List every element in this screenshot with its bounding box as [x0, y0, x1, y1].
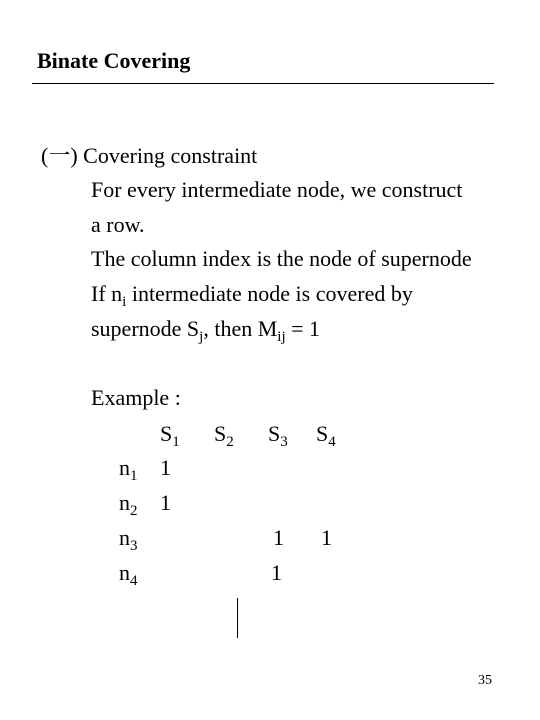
matrix-row-header-4: $n_4$	[119, 560, 138, 589]
text-cursor-line	[237, 598, 238, 638]
heading-prefix: (一)	[41, 143, 78, 168]
matrix-row-header-2: $n_2$	[119, 490, 138, 519]
matrix-cell-r1-c1: 1	[160, 455, 171, 480]
rule-line-1: If $n_i$ intermediate node is covered by	[91, 281, 413, 310]
matrix-col-header-4: $S_4$	[316, 421, 336, 450]
matrix-row-header-1: $n_1$	[119, 455, 138, 484]
title-divider	[32, 83, 494, 84]
matrix-col-header-2: $S_2$	[214, 421, 234, 450]
body-line-3: The column index is the node of supernode	[91, 246, 472, 271]
matrix-col-header-3: $S_3$	[268, 421, 288, 450]
heading-text: Covering constraint	[77, 143, 258, 168]
slide-title: Binate Covering	[37, 48, 191, 73]
matrix-cell-r3-c4: 1	[321, 525, 332, 550]
rule-line-2: supernode $S_j$, then $M_{ij} = 1$	[91, 316, 321, 345]
page-number: 35	[478, 673, 492, 688]
matrix-col-header-1: $S_1$	[160, 421, 180, 450]
matrix-cell-r3-c3: 1	[273, 525, 284, 550]
matrix-cell-r4-c3: 1	[271, 560, 282, 585]
example-label: Example :	[91, 385, 181, 410]
body-line-2: a row.	[91, 212, 145, 237]
section-heading	[41, 142, 257, 170]
body-line-1: For every intermediate node, we construct	[91, 177, 463, 202]
matrix-row-header-3: $n_3$	[119, 525, 138, 554]
matrix-cell-r2-c1: 1	[160, 490, 171, 515]
